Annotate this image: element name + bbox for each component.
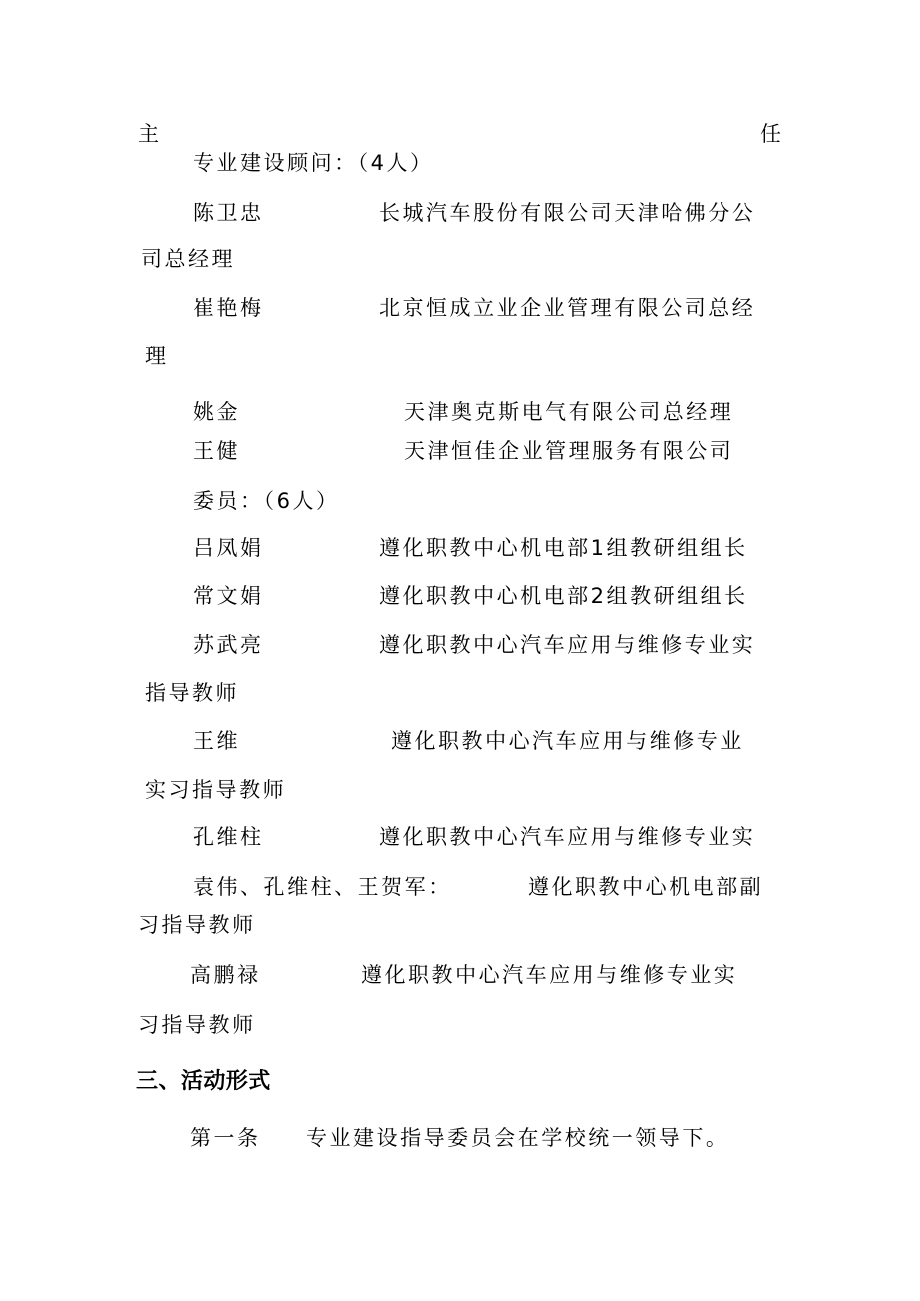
member-name: 苏武亮 (193, 633, 264, 657)
member-title: 遵化职教中心机电部2组教研组组长 (379, 584, 748, 608)
member-title: 遵化职教中心机电部1组教研组组长 (379, 536, 748, 560)
member-name: 常文娟 (193, 584, 264, 608)
members-heading: 委员：（6人） (193, 489, 340, 513)
advisor-title: 天津奥克斯电气有限公司总经理 (404, 400, 734, 424)
member-title: 遵化职教中心汽车应用与维修专业实 (379, 825, 756, 849)
member-name: 袁伟、孔维柱、王贺军： (193, 875, 452, 899)
advisor-title: 北京恒成立业企业管理有限公司总经 (379, 296, 756, 320)
role-label-left: 主 (138, 122, 162, 146)
member-title-continuation: 习指导教师 (138, 913, 256, 937)
advisor-name: 陈卫忠 (193, 201, 264, 225)
article-text: 专业建设指导委员会在学校统一领导下。 (306, 1126, 730, 1150)
member-name: 孔维柱 (193, 825, 264, 849)
advisor-title: 长城汽车股份有限公司天津哈佛分公 (379, 201, 756, 225)
advisor-name: 王健 (193, 439, 241, 463)
advisor-title-continuation: 理 (145, 344, 169, 368)
advisor-title-continuation: 司总经理 (141, 247, 236, 271)
member-title: 遵化职教中心汽车应用与维修专业实 (361, 963, 738, 987)
advisor-name: 姚金 (193, 400, 241, 424)
member-name: 王维 (193, 729, 241, 753)
member-title: 遵化职教中心汽车应用与维修专业实 (379, 633, 756, 657)
member-title: 遵化职教中心机电部副 (528, 875, 764, 899)
member-title-continuation: 指导教师 (145, 681, 240, 705)
advisor-title: 天津恒佳企业管理服务有限公司 (404, 439, 734, 463)
section-heading: 三、活动形式 (136, 1069, 271, 1094)
member-name: 吕凤娟 (193, 536, 264, 560)
advisor-name: 崔艳梅 (193, 296, 264, 320)
member-title: 遵化职教中心汽车应用与维修专业 (391, 729, 744, 753)
member-title-continuation: 习指导教师 (138, 1013, 256, 1037)
member-title-continuation: 实习指导教师 (145, 778, 287, 802)
article-label: 第一条 (190, 1126, 261, 1150)
member-name: 高鹏禄 (190, 963, 261, 987)
advisors-heading: 专业建设顾问：（4人） (193, 151, 434, 175)
role-label-right: 任 (760, 122, 784, 146)
